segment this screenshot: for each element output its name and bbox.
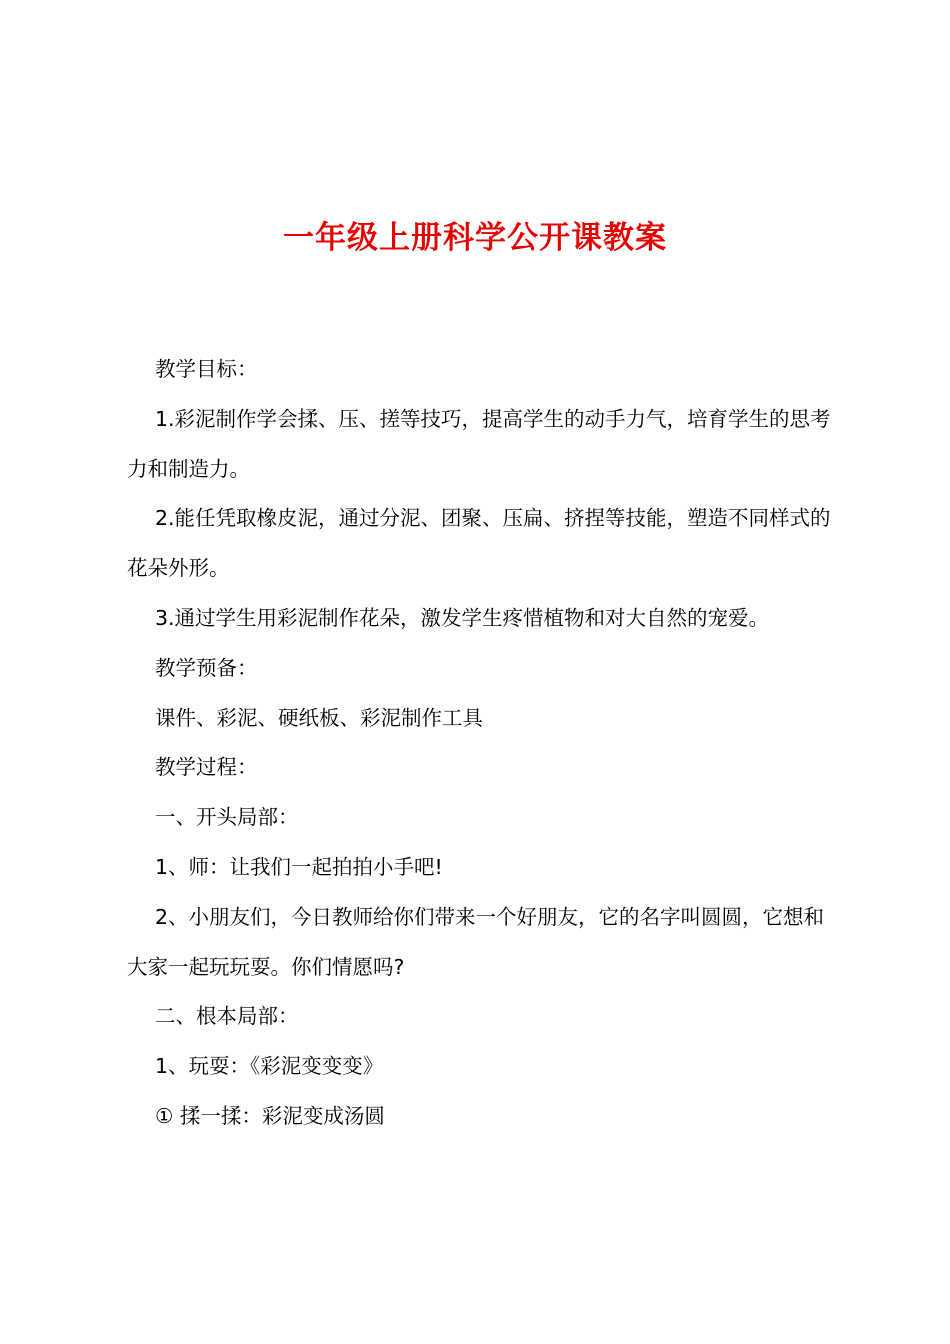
opening-step-2: 2、小朋友们，今日教师给你们带来一个好朋友，它的名字叫圆圆，它想和大家一起玩玩耍。你们情愿吗? (127, 904, 825, 979)
goal-item-1: 1.彩泥制作学会揉、压、搓等技巧，提高学生的动手力气，培育学生的思考力和制造力。 (127, 406, 831, 481)
goal-item-2: 2.能任凭取橡皮泥，通过分泥、团聚、压扁、挤捏等技能，塑造不同样式的花朵外形。 (127, 506, 831, 581)
heading-teaching-goals: 教学目标： (155, 357, 258, 381)
goal-item-3: 3.通过学生用彩泥制作花朵，激发学生疼惜植物和对大自然的宠爱。 (155, 605, 770, 630)
main-substep-1: ① 揉一揉：彩泥变成汤圆 (155, 1103, 385, 1128)
section-opening: 一、开头局部： (155, 805, 299, 830)
document-body (127, 345, 837, 1142)
heading-teaching-process: 教学过程： (155, 755, 258, 780)
main-step-1: 1、玩耍：《彩泥变变变》 (155, 1054, 384, 1079)
opening-step-1: 1、师：让我们一起拍拍小手吧! (155, 854, 443, 879)
heading-teaching-preparation: 教学预备： (155, 655, 258, 680)
document-title: 一年级上册科学公开课教案 (283, 220, 667, 256)
preparation-materials: 课件、彩泥、硬纸板、彩泥制作工具 (155, 705, 483, 730)
section-main: 二、根本局部： (155, 1004, 299, 1029)
